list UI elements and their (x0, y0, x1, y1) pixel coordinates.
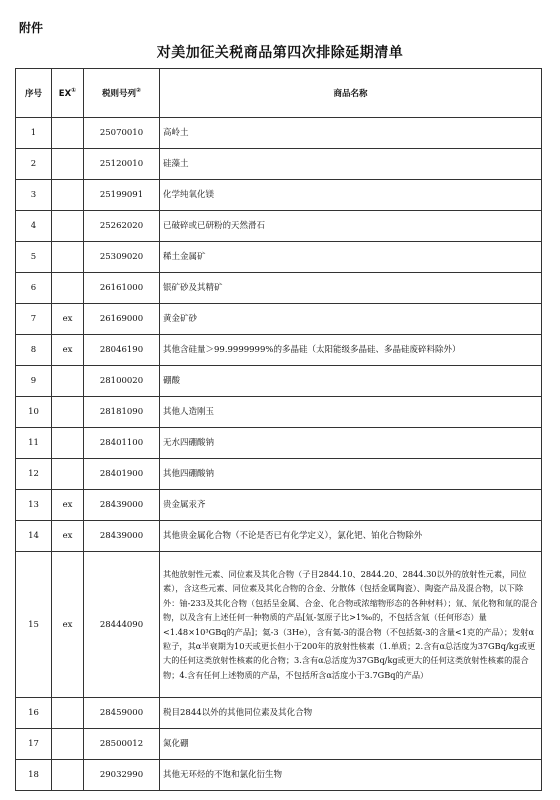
row-code-cell: 28181090 (84, 397, 160, 428)
row-ex-cell: ex (52, 304, 84, 335)
row-name-cell: 其他放射性元素、同位素及其化合物（子目2844.10、2844.20、2844.30以外的放射性元素，同位素），含这些元素、同位素及其化合物的合金、分散体（包括金属陶瓷）、陶瓷产品及混合物，以下除外：铀-233及其化合物（包括呈金属、合金、化合物或浓缩物形态的各种材料）；氚、氚化物和氚的混合物，以及含有上述任何一种物质的产品[氚-氢原子比>1‰的，不包括含氚（任何形态）量<1.48×10³GBq的产品]；氦-3（3He），含有氦-3的混合物（不包括氦-3的含量<1克的产品）；发射α粒子，其α半衰期为10天或更长但小于200年的放射性核素（1.单质；2.含有α总活度为37GBq/kg或更大的任何这类放射性核素的化合物；3.含有α总活度为37GBq/kg或更大的任何这类放射性核素的混合物；4.含有任何上述物质的产品，不包括所含α活度小于3.7GBq的产品） (160, 552, 542, 698)
row-name-cell: 其他四硼酸钠 (160, 459, 542, 490)
header-code-label: 税则号列 (101, 89, 136, 99)
row-name-cell: 其他无环烃的不饱和氯化衍生物 (160, 760, 542, 791)
row-code-cell: 28444090 (84, 552, 160, 698)
row-ex-cell (52, 397, 84, 428)
header-code (84, 69, 160, 118)
row-index-cell: 18 (16, 760, 52, 791)
row-ex-cell (52, 366, 84, 397)
row-index-cell: 7 (16, 304, 52, 335)
row-index-cell: 12 (16, 459, 52, 490)
row-index-cell: 5 (16, 242, 52, 273)
table-row (16, 490, 542, 521)
table-row (16, 149, 542, 180)
row-index-cell: 15 (16, 552, 52, 698)
row-code-cell: 25262020 (84, 211, 160, 242)
table-row (16, 760, 542, 791)
row-code-cell: 28100020 (84, 366, 160, 397)
row-code-cell: 28439000 (84, 490, 160, 521)
row-index-cell: 1 (16, 118, 52, 149)
table-row (16, 552, 542, 698)
table-row (16, 304, 542, 335)
table-row (16, 698, 542, 729)
row-code-cell: 28439000 (84, 521, 160, 552)
header-ex-note: ① (71, 87, 77, 95)
header-ex-label: EX (58, 88, 72, 99)
row-index-cell: 3 (16, 180, 52, 211)
row-ex-cell: ex (52, 490, 84, 521)
row-ex-cell: ex (52, 521, 84, 552)
row-ex-cell: ex (52, 552, 84, 698)
row-index-cell: 2 (16, 149, 52, 180)
row-name-cell: 稀土金属矿 (160, 242, 542, 273)
row-ex-cell (52, 242, 84, 273)
table-row (16, 180, 542, 211)
header-name: 商品名称 (160, 69, 542, 118)
table-header-row (16, 69, 542, 118)
table-row (16, 428, 542, 459)
row-name-cell: 氮化硼 (160, 729, 542, 760)
table-row (16, 335, 542, 366)
row-index-cell: 9 (16, 366, 52, 397)
exclusion-list-table (15, 68, 542, 791)
row-code-cell: 25199091 (84, 180, 160, 211)
table-row (16, 242, 542, 273)
row-ex-cell (52, 180, 84, 211)
row-index-cell: 14 (16, 521, 52, 552)
row-code-cell: 28401900 (84, 459, 160, 490)
row-name-cell: 贵金属汞齐 (160, 490, 542, 521)
row-name-cell: 高岭土 (160, 118, 542, 149)
row-name-cell: 硼酸 (160, 366, 542, 397)
header-code-note: ② (135, 87, 142, 95)
row-ex-cell (52, 273, 84, 304)
row-name-cell: 其他贵金属化合物（不论是否已有化学定义），氯化钯、铂化合物除外 (160, 521, 542, 552)
row-ex-cell (52, 459, 84, 490)
document-title: 对美加征关税商品第四次排除延期清单 (156, 45, 404, 61)
row-ex-cell (52, 698, 84, 729)
row-ex-cell (52, 760, 84, 791)
attachment-label: 附件 (19, 21, 44, 35)
row-ex-cell (52, 428, 84, 459)
table-row (16, 366, 542, 397)
row-name-cell: 银矿砂及其精矿 (160, 273, 542, 304)
row-code-cell: 28401100 (84, 428, 160, 459)
row-index-cell: 4 (16, 211, 52, 242)
row-name-cell: 化学纯氧化镁 (160, 180, 542, 211)
row-ex-cell (52, 729, 84, 760)
row-code-cell: 26161000 (84, 273, 160, 304)
row-index-cell: 10 (16, 397, 52, 428)
row-code-cell: 28500012 (84, 729, 160, 760)
table-row (16, 273, 542, 304)
row-code-cell: 25120010 (84, 149, 160, 180)
row-code-cell: 25309020 (84, 242, 160, 273)
row-index-cell: 11 (16, 428, 52, 459)
table-row (16, 459, 542, 490)
row-code-cell: 29032990 (84, 760, 160, 791)
table-row (16, 729, 542, 760)
row-name-cell: 税目2844以外的其他同位素及其化合物 (160, 698, 542, 729)
row-index-cell: 17 (16, 729, 52, 760)
row-name-cell: 其他含硅量＞99.9999999%的多晶硅（太阳能级多晶硅、多晶硅废碎料除外） (160, 335, 542, 366)
row-code-cell: 26169000 (84, 304, 160, 335)
row-ex-cell (52, 149, 84, 180)
row-ex-cell (52, 211, 84, 242)
row-code-cell: 25070010 (84, 118, 160, 149)
row-index-cell: 16 (16, 698, 52, 729)
row-name-cell: 硅藻土 (160, 149, 542, 180)
row-index-cell: 13 (16, 490, 52, 521)
row-index-cell: 6 (16, 273, 52, 304)
table-row (16, 211, 542, 242)
row-index-cell: 8 (16, 335, 52, 366)
row-name-cell: 其他人造刚玉 (160, 397, 542, 428)
table-row (16, 397, 542, 428)
row-name-cell: 已破碎或已研粉的天然滑石 (160, 211, 542, 242)
header-index: 序号 (16, 69, 52, 118)
header-ex (52, 69, 84, 118)
row-name-cell: 黄金矿砂 (160, 304, 542, 335)
row-code-cell: 28459000 (84, 698, 160, 729)
row-name-cell: 无水四硼酸钠 (160, 428, 542, 459)
row-ex-cell (52, 118, 84, 149)
table-row (16, 521, 542, 552)
row-code-cell: 28046190 (84, 335, 160, 366)
table-row (16, 118, 542, 149)
row-ex-cell: ex (52, 335, 84, 366)
